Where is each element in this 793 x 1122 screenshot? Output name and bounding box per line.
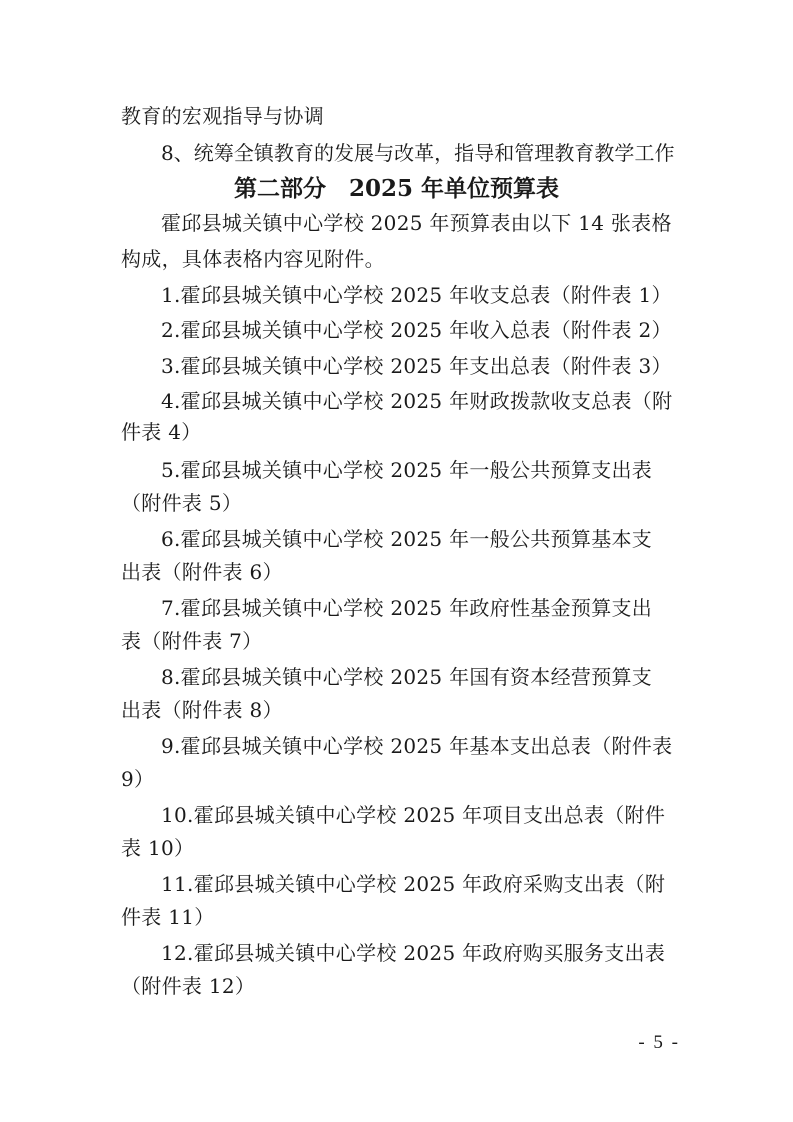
page-number: - 5 -: [638, 1032, 680, 1053]
table-item-5-cont: （附件表 5）: [121, 491, 243, 515]
table-item-8-cont: 出表（附件表 8）: [121, 698, 283, 722]
table-item-8: 8.霍邱县城关镇中心学校 2025 年国有资本经营预算支: [161, 665, 653, 689]
table-item-7-cont: 表（附件表 7）: [121, 629, 263, 653]
table-item-10-cont: 表 10）: [121, 836, 195, 860]
table-item-11: 11.霍邱县城关镇中心学校 2025 年政府采购支出表（附: [161, 872, 666, 896]
table-item-4: 4.霍邱县城关镇中心学校 2025 年财政拨款收支总表（附: [161, 389, 673, 413]
section-title: 第二部分 2025 年单位预算表: [233, 175, 560, 202]
summary-line-2: 构成，具体表格内容见附件。: [121, 247, 385, 271]
intro-continuation: 教育的宏观指导与协调: [121, 104, 324, 128]
table-item-9: 9.霍邱县城关镇中心学校 2025 年基本支出总表（附件表: [161, 734, 673, 758]
table-item-5: 5.霍邱县城关镇中心学校 2025 年一般公共预算支出表: [161, 458, 653, 482]
table-item-6-cont: 出表（附件表 6）: [121, 560, 283, 584]
table-item-7: 7.霍邱县城关镇中心学校 2025 年政府性基金预算支出: [161, 596, 653, 620]
table-item-10: 10.霍邱县城关镇中心学校 2025 年项目支出总表（附件: [161, 803, 666, 827]
table-item-1: 1.霍邱县城关镇中心学校 2025 年收支总表（附件表 1）: [161, 283, 672, 307]
table-item-12: 12.霍邱县城关镇中心学校 2025 年政府购买服务支出表: [161, 941, 666, 965]
summary-line-1: 霍邱县城关镇中心学校 2025 年预算表由以下 14 张表格: [161, 211, 672, 235]
table-item-3: 3.霍邱县城关镇中心学校 2025 年支出总表（附件表 3）: [161, 354, 672, 378]
table-item-11-cont: 件表 11）: [121, 905, 215, 929]
table-item-4-cont: 件表 4）: [121, 420, 202, 444]
table-item-12-cont: （附件表 12）: [121, 974, 256, 998]
table-item-2: 2.霍邱县城关镇中心学校 2025 年收入总表（附件表 2）: [161, 318, 672, 342]
duty-item-8: 8、统筹全镇教育的发展与改革，指导和管理教育教学工作: [161, 141, 675, 165]
table-item-6: 6.霍邱县城关镇中心学校 2025 年一般公共预算基本支: [161, 527, 653, 551]
table-item-9-cont: 9）: [121, 767, 155, 791]
